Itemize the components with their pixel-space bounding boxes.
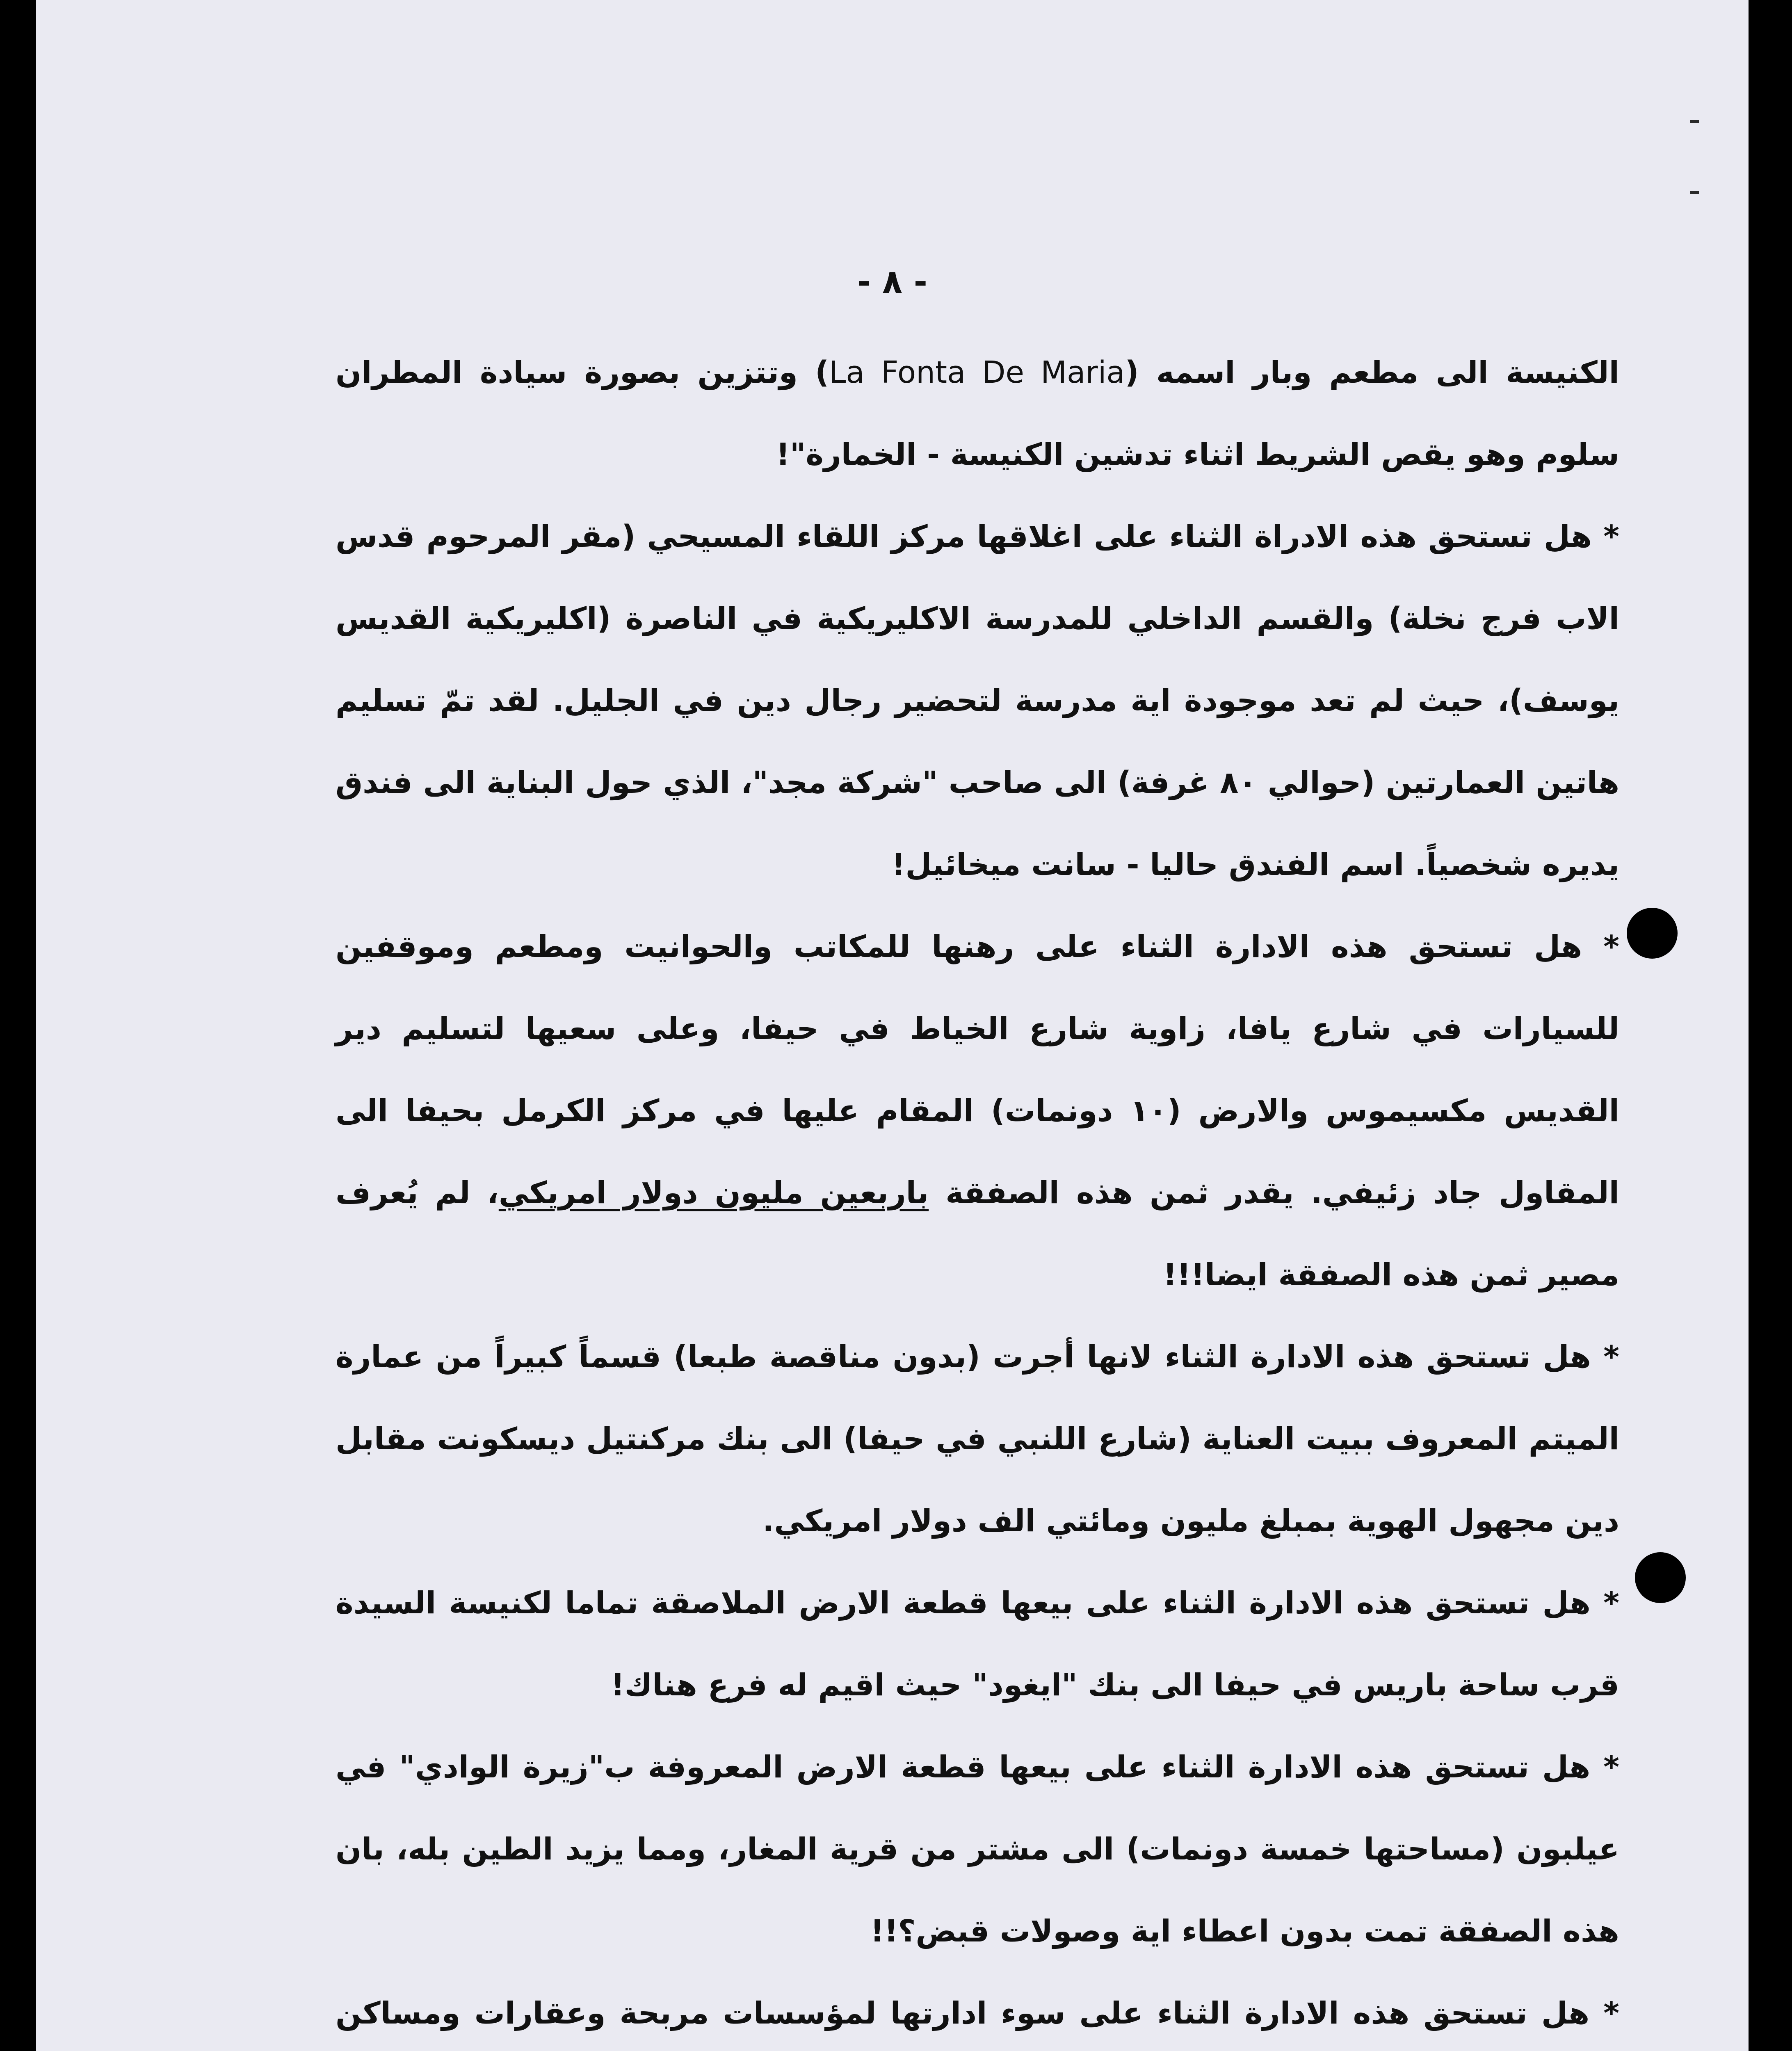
restaurant-name: La Fonta De Maria — [829, 355, 1125, 390]
paragraph-6: * هل تستحق هذه الادارة الثناء على بيعها قطعة الارض المعروفة ب"زيرة الوادي" في عيلبون (مساحتها خمسة دونمات) الى مشتر من قرية المغار، ومما يزيد الطين بله، بان هذه الصفقة تمت بدون اعطاء اية وصولات قبض؟!! — [336, 1750, 1619, 1949]
paragraph-1-end: ) وتتزين بصورة سيادة المطران سلوم وهو يقص الشريط اثناء تدشين الكنيسة - الخمارة"! — [336, 355, 1619, 472]
edge-mark-top — [1690, 120, 1699, 123]
paragraph-7: * هل تستحق هذه الادارة الثناء على سوء ادارتها لمؤسسات مربحة وعقارات ومساكن — [336, 1996, 1619, 2031]
paragraph-3 — [336, 906, 1619, 1316]
page-number: - ٨ - — [857, 263, 927, 301]
deal-value-emphasis: باربعين مليون دولار امريكي — [498, 1175, 929, 1211]
punch-hole-upper — [1627, 908, 1678, 959]
document-page — [36, 0, 1749, 2051]
paragraph-1-start: الكنيسة الى مطعم وبار اسمه ( — [1125, 355, 1619, 390]
document-body — [336, 331, 1619, 2051]
paragraph-5: * هل تستحق هذه الادارة الثناء على بيعها قطعة الارض الملاصقة تماما لكنيسة السيدة قرب ساحة باريس في حيفا الى بنك "ايغود" حيث اقيم له فرع هناك! — [336, 1585, 1619, 1703]
edge-mark-bottom — [1690, 191, 1699, 194]
paragraph-3-end: ، لم يُعرف مصير ثمن هذه الصفقة ايضا!!! — [336, 1175, 1619, 1293]
paragraph-2: * هل تستحق هذه الادراة الثناء على اغلاقها مركز اللقاء المسيحي (مقر المرحوم قدس الاب فرج نخلة) والقسم الداخلي للمدرسة الاكليريكية في الناصرة (اكليريكية القديس يوسف)، حيث لم تعد موجودة اية مدرسة لتحضير رجال دين في الجليل. لقد تمّ تسليم هاتين العمارتين (حوالي ٨٠ غرفة) الى صاحب "شركة مجد"، الذي حول البناية الى فندق يديره شخصياً. اسم الفندق حاليا - سانت ميخائيل! — [336, 519, 1619, 882]
paragraph-4: * هل تستحق هذه الادارة الثناء لانها أجرت (بدون مناقصة طبعا) قسماً كبيراً من عمارة الميتم المعروف ببيت العناية (شارع اللنبي في حيفا) الى بنك مركنتيل ديسكونت مقابل دين مجهول الهوية بمبلغ مليون ومائتي الف دولار امريكي. — [336, 1339, 1619, 1539]
punch-hole-lower — [1635, 1552, 1686, 1603]
paragraph-3-start: * هل تستحق هذه الادارة الثناء على رهنها للمكاتب والحوانيت ومطعم وموقفين للسيارات في شارع يافا، زاوية شارع الخياط في حيفا، وعلى سعيها لتسليم دير القديس مكسيموس والارض (١٠ دونمات) المقام عليها في مركز الكرمل بحيفا الى المقاول جاد زئيفي. يقدر ثمن هذه الصفقة — [336, 929, 1620, 1211]
paragraph-1 — [336, 331, 1619, 496]
